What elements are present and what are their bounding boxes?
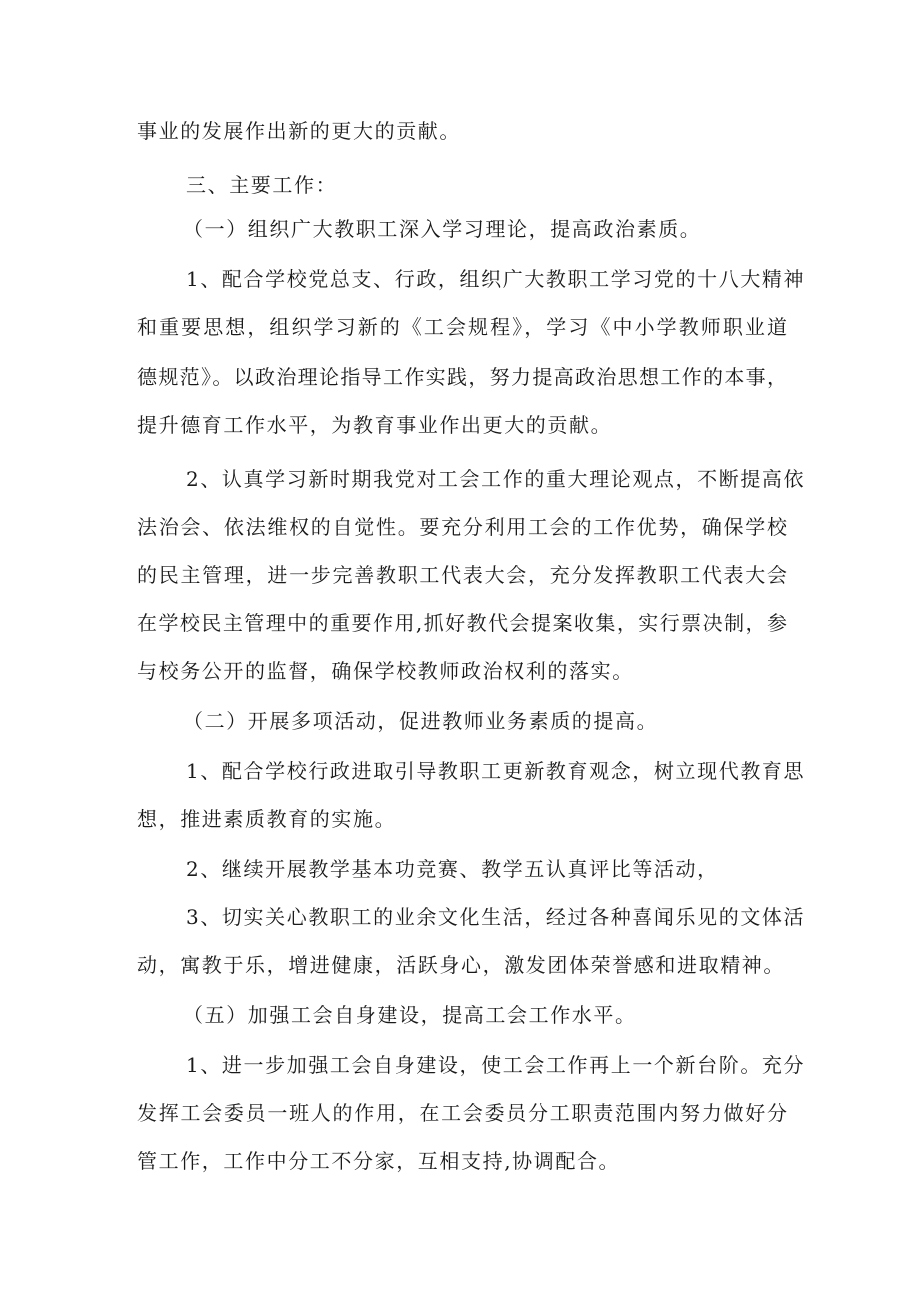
text-line: 的民主管理，进一步完善教职工代表大会，充分发挥教职工代表大会 (137, 563, 787, 587)
text-line: 3、切实关心教职工的业余文化生活，经过各种喜闻乐见的文体活 (186, 905, 806, 929)
text-line: 在学校民主管理中的重要作用,抓好教代会提案收集，实行票决制，参 (137, 611, 787, 635)
text-line: 1、配合学校行政进取引导教职工更新教育观念，树立现代教育思 (186, 759, 806, 783)
text-line: 2、认真学习新时期我党对工会工作的重大理论观点，不断提高依 (186, 467, 806, 491)
text-line: 德规范》。以政治理论指导工作实践，努力提高政治思想工作的本事， (137, 365, 787, 389)
text-line: 事业的发展作出新的更大的贡献。 (137, 119, 461, 143)
subsection-heading: （二）开展多项活动，促进教师业务素质的提高。 (183, 709, 659, 733)
section-heading: 三、主要工作： (186, 173, 338, 197)
subsection-heading: （五）加强工会自身建设，提高工会工作水平。 (183, 1003, 637, 1027)
text-line: 1、进一步加强工会自身建设，使工会工作再上一个新台阶。充分 (186, 1053, 806, 1077)
subsection-heading: （一）组织广大教职工深入学习理论，提高政治素质。 (183, 217, 702, 241)
text-line: 想，推进素质教育的实施。 (137, 807, 397, 831)
text-line: 提升德育工作水平，为教育事业作出更大的贡献。 (137, 413, 613, 437)
text-line: 动，寓教于乐，增进健康，活跃身心，激发团体荣誉感和进取精神。 (137, 953, 785, 977)
text-line: 2、继续开展教学基本功竞赛、教学五认真评比等活动， (186, 857, 719, 881)
text-line: 1、配合学校党总支、行政，组织广大教职工学习党的十八大精神 (186, 267, 806, 291)
text-line: 管工作，工作中分工不分家，互相支持,协调配合。 (137, 1149, 621, 1173)
text-line: 与校务公开的监督，确保学校教师政治权利的落实。 (137, 659, 634, 683)
text-line: 和重要思想，组织学习新的《工会规程》，学习《中小学教师职业道 (137, 315, 787, 339)
text-line: 发挥工会委员一班人的作用，在工会委员分工职责范围内努力做好分 (137, 1101, 787, 1125)
text-line: 法治会、依法维权的自觉性。要充分利用工会的工作优势，确保学校 (137, 515, 787, 539)
